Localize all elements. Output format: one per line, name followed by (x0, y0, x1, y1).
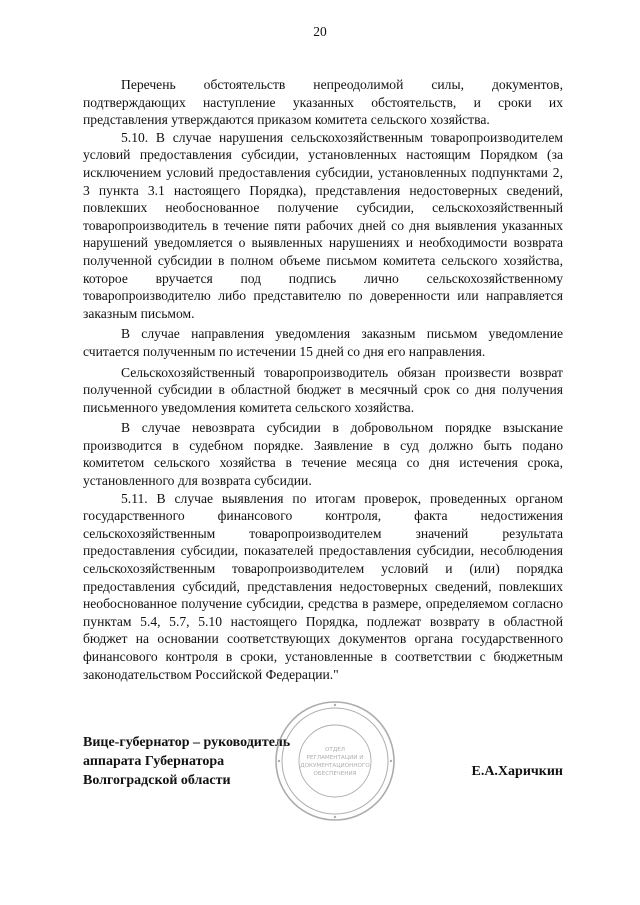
stamp-text-line: ОБЕСПЕЧЕНИЯ (313, 771, 357, 777)
signature-block (83, 733, 563, 793)
page-number: 20 (313, 24, 327, 39)
signatory-title-line: Волгоградской области (83, 773, 231, 788)
stamp-text-line: ДОКУМЕНТАЦИОННОГО (300, 763, 370, 769)
stamp-text-line: РЕГЛАМЕНТАЦИИ И (306, 755, 364, 761)
signatory-title-line: Вице-губернатор – руководитель (83, 735, 291, 750)
paragraph-force-majeure: Перечень обстоятельств непреодолимой силы, документов, подтверждающих наступление указанных обстоятельств, и сроки их представления утверждаются приказом комитета сельского хозяйства. (83, 77, 563, 128)
document-body (83, 76, 563, 683)
official-stamp (273, 699, 397, 823)
paragraph-refund-obligation: Сельскохозяйственный товаропроизводитель обязан произвести возврат полученной субсидии в областной бюджет в месячный срок со дня получения письменного уведомления комитета сельского хозяйства. (83, 364, 563, 415)
signatory-name: Е.А.Харичкин (471, 764, 563, 779)
signatory-title-line: аппарата Губернатора (83, 754, 225, 769)
paragraph-court-recovery: В случае невозврата субсидии в добровольном порядке взыскание производится в судебном порядке. Заявление в суд должно быть подано комитетом сельского хозяйства в течение месяца со дня истечения срока, установленного для возврата субсидии. (83, 420, 563, 489)
paragraph-5-10: 5.10. В случае нарушения сельскохозяйственным товаропроизводителем условий предоставления субсидии, установленных настоящим Порядком (за исключением условий предоставления субсидии, установленных подпунктами 2, 3 пункта 3.1 настоящего Порядка), представления недостоверных сведений, повлекших необоснованное получение субсидии, сельскохозяйственный товаропроизводитель в течение пяти рабочих дней со дня выявления указанных нарушений уведомляется о выявленных нарушениях и необходимости возврата полученной субсидии в полном объеме письмом комитета сельского хозяйства, которое вручается под подпись лично сельскохозяйственному товаропроизводителю либо представителю по доверенности или направляется заказным письмом. (83, 129, 563, 321)
stamp-text-line: ОТДЕЛ (325, 747, 345, 753)
paragraph-5-11: 5.11. В случае выявления по итогам проверок, проведенных органом государственного финансового контроля, факта недостижения сельскохозяйственным товаропроизводителем значений результата предоставления субсидии, показателей предоставления субсидии, несоблюдения сельскохозяйственным товаропроизводителем условий и (или) порядка предоставления субсидий, представления недостоверных сведений, повлекших необоснованное получение субсидии, средства в размере, определяемом согласно пунктам 5.4, 5.7, 5.10 настоящего Порядка, подлежат возврату в областной бюджет на основании соответствующих документов органа государственного финансового контроля в сроки, установленные в соответствии с бюджетным законодательством Российской Федерации." (83, 490, 563, 682)
paragraph-registered-letter: В случае направления уведомления заказным письмом уведомление считается полученным по истечении 15 дней со дня его направления. (83, 326, 563, 359)
